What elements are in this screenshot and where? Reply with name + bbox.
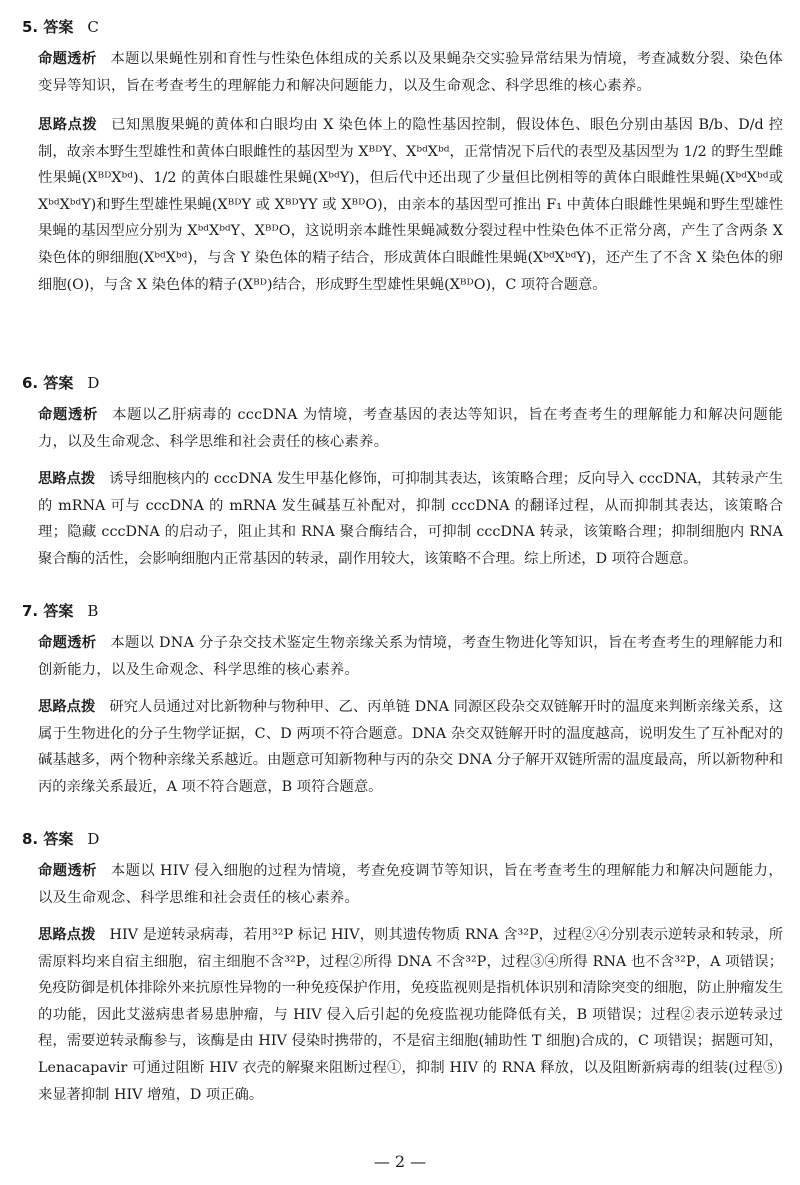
analysis-label: 命题透析 [38, 407, 99, 423]
question-6-hint-text: 诱导细胞核内的 cccDNA 发生甲基化修饰，可抑制其表达，该策略合理；反向导入 cccDNA，其转录产生的 mRNA 可与 cccDNA 的 mRNA 发生碱基互补配对，抑制 cccDNA 的翻译过程，从而抑制其表达，该策略合理；隐藏 cccDNA 的启动子，阻止其和 RNA 聚合酶结合，可抑制 cccDNA 转录，该策略合理；抑制细胞内 RNA 聚合酶的活性，会影响细胞内正常基因的转录，副作用较大，该策略不合理。综上所述，D 项符合题意。 [38, 471, 788, 567]
question-5-hint [38, 112, 788, 298]
question-5-analysis [38, 46, 783, 99]
question-7-hint [38, 694, 783, 800]
question-8-hint-text: HIV 是逆转录病毒，若用³²P 标记 HIV，则其遗传物质 RNA 含³²P，过程②④分别表示逆转录和转录，所需原料均来自宿主细胞，宿主细胞不含³²P，过程②所得 DNA 不含³²P，过程③④所得 RNA 也不含³²P，A 项错误；免疫防御是机体排除外来抗原性异物的一种免疫保护作用，免疫监视则是指机体识别和清除突变的细胞，防止肿瘤发生的功能，因此艾滋病患者易患肿瘤，与 HIV 侵入后引起的免疫监视功能降低有关，B 项错误；过程②表示逆转录过程，需要逆转录酶参与，该酶是由 HIV 侵染时携带的，不是宿主细胞(辅助性 T 细胞)合成的，C 项错误；据题可知，Lenacapavir 可通过阻断 HIV 衣壳的解聚来阻断过程①，抑制 HIV 的 RNA 释放，以及阻断新病毒的组装(过程⑤)来显著抑制 HIV 增殖，D 项正确。 [38, 927, 783, 1103]
question-8-header [22, 828, 99, 850]
analysis-label: 命题透析 [38, 51, 97, 67]
question-5-header [22, 16, 99, 38]
page-number: — 2 — [373, 1152, 427, 1171]
question-6-analysis [38, 402, 783, 455]
question-8-analysis-text: 本题以 HIV 侵入细胞的过程为情境，考查免疫调节等知识，旨在考查考生的理解能力和解决问题能力，以及生命观念、科学思维和社会责任的核心素养。 [38, 863, 783, 906]
question-7-hint-text: 研究人员通过对比新物种与物种甲、乙、丙单链 DNA 同源区段杂交双链解开时的温度来判断亲缘关系，这属于生物进化的分子生物学证据，C、D 两项不符合题意。DNA 杂交双链解开时的温度越高，说明发生了互补配对的碱基越多，两个物种亲缘关系越近。由题意可知新物种与丙的杂交 DNA 分子解开双链所需的温度最高，所以新物种和丙的亲缘关系最近，A 项不符合题意，B 项符合题意。 [38, 699, 784, 795]
hint-label: 思路点拨 [38, 471, 96, 487]
question-5-analysis-text: 本题以果蝇性别和育性与性染色体组成的关系以及果蝇杂交实验异常结果为情境，考查减数分裂、染色体变异等知识，旨在考查考生的理解能力和解决问题能力，以及生命观念、科学思维的核心素养。 [38, 51, 783, 94]
question-6-answer: D [87, 374, 100, 392]
question-8-analysis [38, 858, 783, 911]
question-8-answer: D [87, 830, 100, 848]
question-7-analysis-text: 本题以 DNA 分子杂交技术鉴定生物亲缘关系为情境，考查生物进化等知识，旨在考查考生的理解能力和创新能力，以及生命观念、科学思维的核心素养。 [38, 635, 784, 678]
hint-label: 思路点拨 [38, 699, 96, 715]
question-5-answer: C [87, 18, 99, 36]
analysis-label: 命题透析 [38, 863, 97, 879]
question-6-hint [38, 466, 788, 572]
question-7-analysis [38, 630, 783, 683]
hint-label: 思路点拨 [38, 927, 96, 943]
question-7-answer: B [87, 602, 99, 620]
question-6-analysis-text: 本题以乙肝病毒的 cccDNA 为情境，考查基因的表达等知识，旨在考查考生的理解能力和解决问题能力，以及生命观念、科学思维和社会责任的核心素养。 [38, 407, 783, 450]
question-5-number-label: 5. 答案 [22, 18, 74, 36]
analysis-label: 命题透析 [38, 635, 97, 651]
question-8-hint [38, 922, 783, 1108]
question-7-header [22, 600, 98, 622]
hint-label: 思路点拨 [38, 117, 98, 133]
question-6-number-label: 6. 答案 [22, 374, 74, 392]
question-8-number-label: 8. 答案 [22, 830, 74, 848]
question-6-header [22, 372, 99, 394]
question-5-hint-text: 已知黑腹果蝇的黄体和白眼均由 X 染色体上的隐性基因控制，假设体色、眼色分别由基因 B/b、D/d 控制，故亲本野生型雄性和黄体白眼雌性的基因型为 XᴮᴰY、XᵇᵈXᵇᵈ，正常情况下后代的表型及基因型为 1/2 的野生型雌性果蝇(XᴮᴰXᵇᵈ)、1/2 的黄体白眼雄性果蝇(XᵇᵈY)，但后代中还出现了少量但比例相等的黄体白眼雌性果蝇(XᵇᵈXᵇᵈ或 XᵇᵈXᵇᵈY)和野生型雄性果蝇(XᴮᴰY 或 XᴮᴰYY 或 XᴮᴰO)，由亲本的基因型可推出 F₁ 中黄体白眼雌性果蝇和野生型雄性果蝇的基因型应分别为 XᵇᵈXᵇᵈY、XᴮᴰO，这说明亲本雌性果蝇减数分裂过程中性染色体不正常分离，产生了含两条 X 染色体的卵细胞(XᵇᵈXᵇᵈ)，与含 Y 染色体的精子结合，形成黄体白眼雌性果蝇(XᵇᵈXᵇᵈY)，还产生了不含 X 染色体的卵细胞(O)，与含 X 染色体的精子(Xᴮᴰ)结合，形成野生型雄性果蝇(XᴮᴰO)，C 项符合题意。 [38, 117, 788, 293]
question-7-number-label: 7. 答案 [22, 602, 74, 620]
